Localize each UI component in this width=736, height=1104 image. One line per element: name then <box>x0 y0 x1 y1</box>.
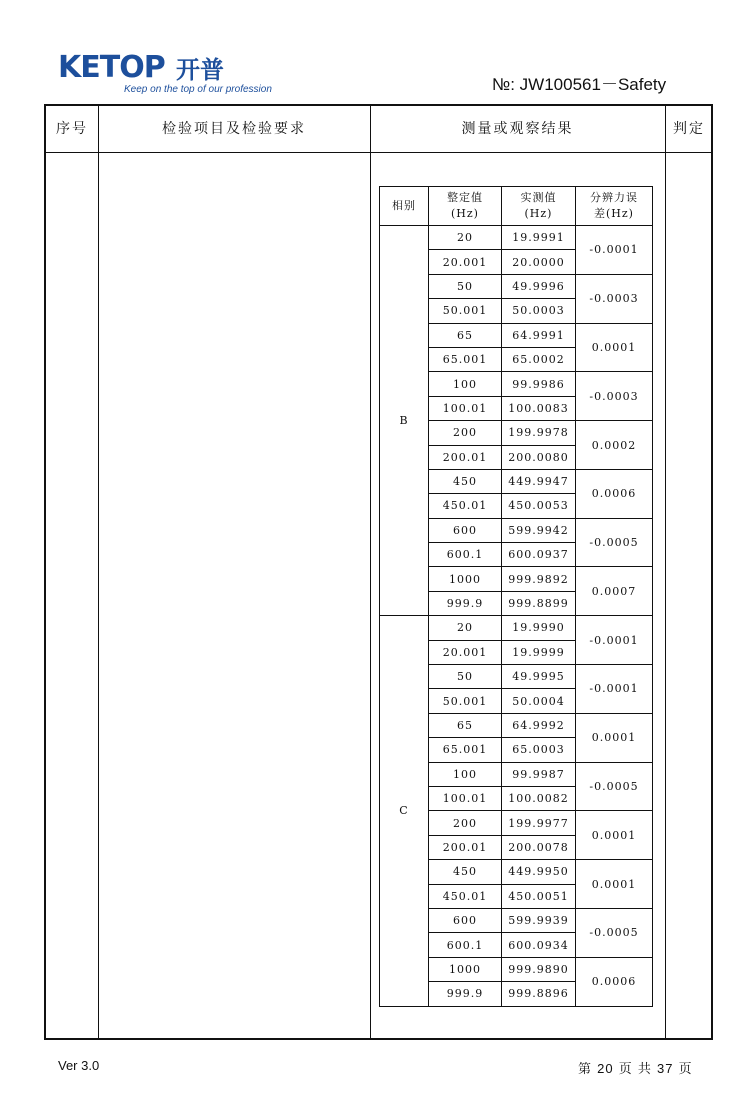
phase-cell: B <box>380 226 429 616</box>
error-cell: 0.0001 <box>576 811 653 860</box>
error-cell: -0.0005 <box>576 762 653 811</box>
measured-cell: 999.9892 <box>502 567 576 591</box>
footer-page-number <box>578 1058 693 1077</box>
setpoint-cell: 200 <box>429 421 502 445</box>
measured-cell: 600.0937 <box>502 543 576 567</box>
error-cell: -0.0001 <box>576 665 653 714</box>
th-error <box>576 187 653 226</box>
setpoint-cell: 450.01 <box>429 494 502 518</box>
frequency-measurement-table <box>379 186 653 1007</box>
setpoint-cell: 50.001 <box>429 689 502 713</box>
measured-cell: 64.9992 <box>502 713 576 737</box>
footer-version: Ver 3.0 <box>58 1058 100 1073</box>
report-frame <box>44 104 713 1040</box>
page-prefix: 第 <box>578 1062 593 1077</box>
setpoint-cell: 200.01 <box>429 445 502 469</box>
error-cell: 0.0007 <box>576 567 653 616</box>
measured-cell: 200.0078 <box>502 835 576 859</box>
measured-cell: 19.9999 <box>502 640 576 664</box>
setpoint-cell: 65.001 <box>429 738 502 762</box>
measured-cell: 50.0004 <box>502 689 576 713</box>
setpoint-cell: 20.001 <box>429 250 502 274</box>
setpoint-cell: 600 <box>429 908 502 932</box>
error-cell: -0.0001 <box>576 226 653 275</box>
setpoint-cell: 200.01 <box>429 835 502 859</box>
logo-slogan: Keep on the top of our profession <box>124 84 272 95</box>
setpoint-cell: 999.9 <box>429 982 502 1006</box>
header-divider <box>46 152 711 153</box>
measured-cell: 449.9950 <box>502 860 576 884</box>
column-divider <box>370 106 371 1038</box>
logo-chinese: 开普 <box>176 56 224 84</box>
error-cell: 0.0006 <box>576 957 653 1006</box>
setpoint-cell: 50 <box>429 665 502 689</box>
page-current: 20 <box>597 1061 614 1076</box>
th-setpoint <box>429 187 502 226</box>
measured-cell: 199.9978 <box>502 421 576 445</box>
phase-cell: C <box>380 616 429 1006</box>
col-header-index: 序号 <box>56 121 88 137</box>
measured-cell: 99.9986 <box>502 372 576 396</box>
col-header-results: 测量或观察结果 <box>461 121 574 137</box>
measured-cell: 999.8899 <box>502 591 576 615</box>
th-measured-line2: (Hz) <box>524 207 553 220</box>
th-error-line2: 差(Hz) <box>594 207 634 220</box>
setpoint-cell: 100.01 <box>429 786 502 810</box>
setpoint-cell: 20 <box>429 226 502 250</box>
setpoint-cell: 600.1 <box>429 933 502 957</box>
setpoint-cell: 600.1 <box>429 543 502 567</box>
error-cell: 0.0001 <box>576 860 653 909</box>
measured-cell: 19.9990 <box>502 616 576 640</box>
th-measured-line1: 实测值 <box>520 191 557 204</box>
error-cell: 0.0001 <box>576 323 653 372</box>
setpoint-cell: 999.9 <box>429 591 502 615</box>
setpoint-cell: 20.001 <box>429 640 502 664</box>
measured-cell: 65.0003 <box>502 738 576 762</box>
measured-cell: 100.0083 <box>502 396 576 420</box>
column-divider <box>665 106 666 1038</box>
company-logo <box>58 46 298 102</box>
measured-cell: 999.9890 <box>502 957 576 981</box>
error-cell: 0.0001 <box>576 713 653 762</box>
measured-cell: 450.0053 <box>502 494 576 518</box>
measured-cell: 599.9939 <box>502 908 576 932</box>
table-row <box>380 226 653 250</box>
measured-cell: 600.0934 <box>502 933 576 957</box>
measured-cell: 65.0002 <box>502 347 576 371</box>
th-phase: 相别 <box>380 187 429 226</box>
measured-cell: 64.9991 <box>502 323 576 347</box>
measured-cell: 599.9942 <box>502 518 576 542</box>
measured-cell: 20.0000 <box>502 250 576 274</box>
error-cell: -0.0005 <box>576 518 653 567</box>
measured-cell: 49.9996 <box>502 274 576 298</box>
table-row <box>380 616 653 640</box>
logo-wordmark: KETOP <box>58 50 165 85</box>
error-cell: -0.0001 <box>576 616 653 665</box>
setpoint-cell: 65.001 <box>429 347 502 371</box>
column-divider <box>98 106 99 1038</box>
setpoint-cell: 65 <box>429 323 502 347</box>
setpoint-cell: 1000 <box>429 957 502 981</box>
error-cell: -0.0005 <box>576 908 653 957</box>
measured-cell: 999.8896 <box>502 982 576 1006</box>
measured-cell: 19.9991 <box>502 226 576 250</box>
measured-cell: 49.9995 <box>502 665 576 689</box>
measured-cell: 199.9977 <box>502 811 576 835</box>
measured-cell: 99.9987 <box>502 762 576 786</box>
col-header-items: 检验项目及检验要求 <box>162 121 306 137</box>
setpoint-cell: 65 <box>429 713 502 737</box>
th-measured <box>502 187 576 226</box>
th-setpoint-line1: 整定值 <box>447 191 483 204</box>
setpoint-cell: 20 <box>429 616 502 640</box>
error-cell: 0.0002 <box>576 421 653 470</box>
measured-cell: 449.9947 <box>502 469 576 493</box>
setpoint-cell: 100.01 <box>429 396 502 420</box>
measured-cell: 100.0082 <box>502 786 576 810</box>
page-suffix: 页 <box>678 1062 693 1077</box>
setpoint-cell: 50.001 <box>429 299 502 323</box>
measured-cell: 450.0051 <box>502 884 576 908</box>
page-total: 37 <box>657 1061 674 1076</box>
col-header-verdict: 判定 <box>673 121 705 137</box>
setpoint-cell: 450 <box>429 469 502 493</box>
measured-cell: 200.0080 <box>502 445 576 469</box>
error-cell: -0.0003 <box>576 372 653 421</box>
th-setpoint-line2: (Hz) <box>451 207 479 220</box>
setpoint-cell: 100 <box>429 372 502 396</box>
error-cell: -0.0003 <box>576 274 653 323</box>
setpoint-cell: 450 <box>429 860 502 884</box>
setpoint-cell: 200 <box>429 811 502 835</box>
page-mid: 页 共 <box>618 1062 652 1077</box>
document-number: №: JW100561－Safety <box>492 75 667 94</box>
setpoint-cell: 100 <box>429 762 502 786</box>
measured-cell: 50.0003 <box>502 299 576 323</box>
error-cell: 0.0006 <box>576 469 653 518</box>
setpoint-cell: 600 <box>429 518 502 542</box>
setpoint-cell: 50 <box>429 274 502 298</box>
th-error-line1: 分辨力误 <box>590 191 638 204</box>
setpoint-cell: 450.01 <box>429 884 502 908</box>
setpoint-cell: 1000 <box>429 567 502 591</box>
table-header-row <box>380 187 653 226</box>
